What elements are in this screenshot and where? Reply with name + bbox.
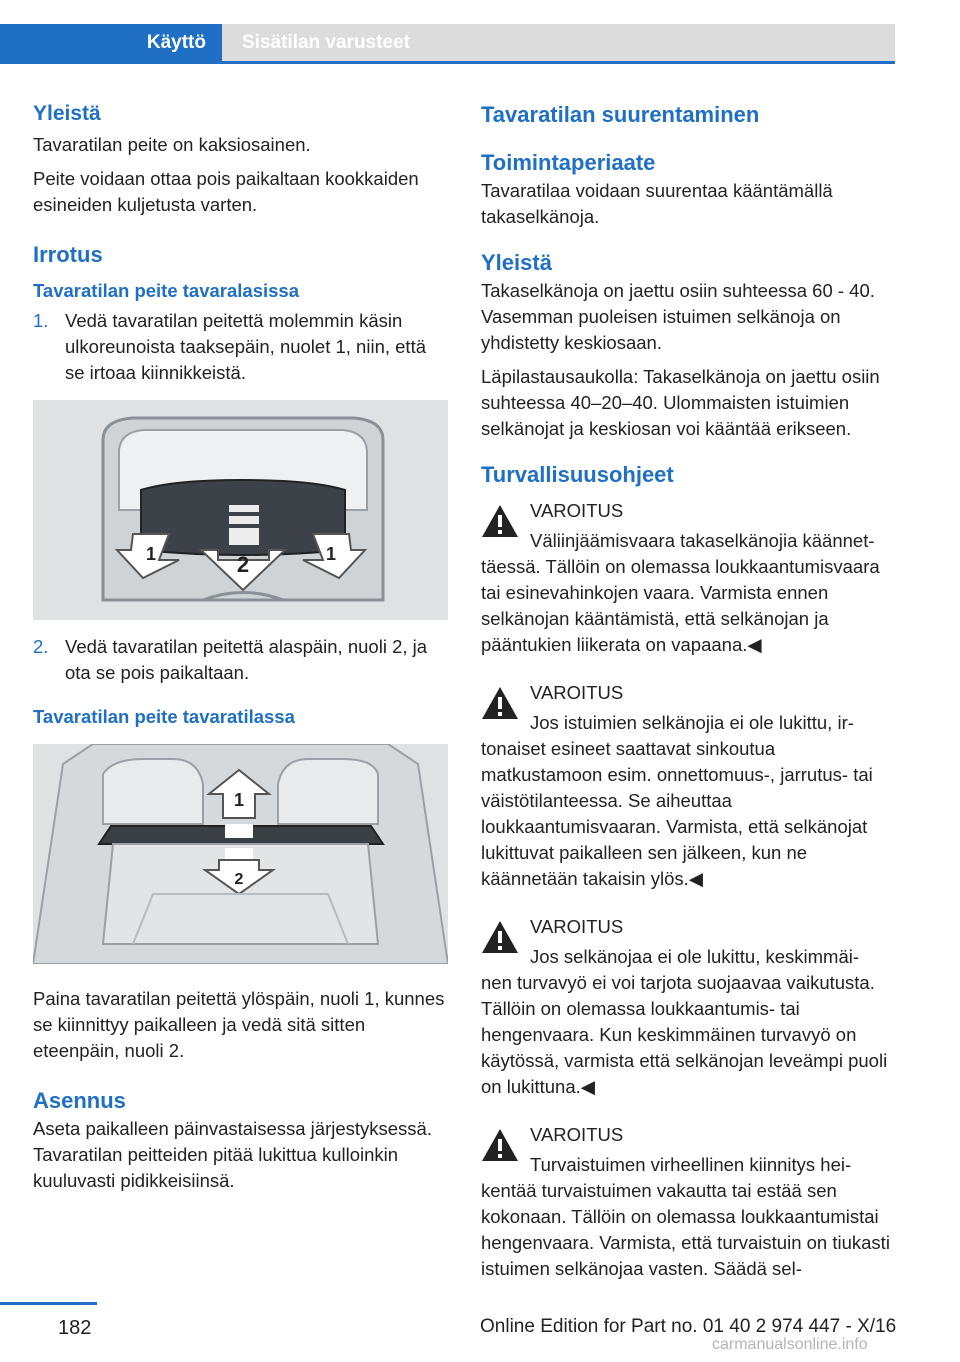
step-number: 1.: [33, 310, 49, 331]
step-1: [33, 308, 448, 386]
warning-box: [481, 1122, 896, 1282]
section-heading-asennus: Asennus: [33, 1088, 126, 1113]
page-header: [0, 24, 895, 64]
footer-rule: [0, 1302, 97, 1305]
warning-text-first: Väliinjäämisvaara takaselkänojia käännet-: [530, 530, 875, 551]
warning-triangle-icon: [481, 504, 519, 538]
arrow-label: 2: [234, 871, 244, 888]
warning-text-first: Jos selkänojaa ei ole lukittu, keskimmäi-: [530, 946, 860, 967]
left-column: [33, 100, 448, 1194]
arrow-label: 1: [145, 544, 157, 564]
warning-text-first: Turvaistuimen virheellinen kiinnitys hei-: [530, 1154, 852, 1175]
figure-cover-in-trunk: [33, 744, 448, 964]
section-heading-yleista: Yleistä: [33, 102, 101, 125]
warning-box: [481, 914, 896, 1100]
section-heading-toimintaperiaate: Toimintaperiaate: [481, 150, 656, 175]
header-tab-kaytto: Käyttö: [0, 24, 222, 61]
warning-box: [481, 498, 896, 658]
subheading-tavaratilassa: Tavaratilan peite tavaratilassa: [33, 706, 295, 727]
section-heading-turvallisuusohjeet: Turvallisuusohjeet: [481, 462, 674, 487]
edition-text: Online Edition for Part no. 01 40 2 974 447 - X/16: [480, 1316, 897, 1337]
arrow-label: 2: [236, 552, 250, 577]
trunk-illustration-2: [33, 744, 448, 964]
warning-title: VAROITUS: [530, 682, 624, 703]
warning-triangle-icon: [481, 920, 519, 954]
paragraph: Takaselkänoja on jaettu osiin suhteessa 60 - 40. Vasemman puoleisen istuimen selkänoja on yhdistetty keskiosaan.: [481, 280, 875, 353]
warning-title: VAROITUS: [530, 1124, 624, 1145]
warning-box: [481, 680, 896, 892]
warning-text-rest: tonaiset esineet saattavat sinkoutua matkustamoon esim. onnettomuus-, jarrutus- tai väistötilanteessa. Se aiheuttaa loukkaantumisvaaran. Varmista, että selkänojat lukittuvat paikalleen sen jälkeen, kun ne käännetään takaisin ylös.◀: [481, 738, 873, 889]
right-column: [481, 100, 896, 1282]
warning-triangle-icon: [481, 686, 519, 720]
section-heading-irrotus: Irrotus: [33, 242, 103, 267]
warning-triangle-icon: [481, 1128, 519, 1162]
warning-text-rest: täessä. Tällöin on olemassa loukkaantumisvaara tai esinevahinkojen vaara. Varmista ennen selkänojan kääntämistä, että selkänojan ja pääntukien liikerata on vapaana.◀: [481, 556, 880, 655]
paragraph: Tavaratilaa voidaan suurentaa kääntämällä takaselkänoja.: [481, 180, 833, 227]
step-text: Vedä tavaratilan peitettä alaspäin, nuoli 2, ja ota se pois paikaltaan.: [65, 636, 428, 683]
warning-text-rest: kentää turvaistuimen vakautta tai estää sen kokonaan. Tällöin on olemassa loukkaantumistai hengenvaara. Varmista, että turvaistuin on tiukasti istuimen selkänojaa vasten. Säädä sel-: [481, 1180, 890, 1279]
warning-title: VAROITUS: [530, 916, 624, 937]
page-number: 182: [58, 1317, 92, 1339]
trunk-illustration-1: [33, 400, 448, 620]
paragraph: Peite voidaan ottaa pois paikaltaan kookkaiden esineiden kuljetusta varten.: [33, 168, 419, 215]
arrow-label: 1: [325, 544, 337, 564]
subheading-tavaralasissa: Tavaratilan peite tavaralasissa: [33, 280, 300, 301]
paragraph: Tavaratilan peite on kaksiosainen.: [33, 134, 311, 155]
arrow-label: 1: [233, 790, 245, 810]
header-tab-sisatilan-varusteet: Sisätilan varusteet: [222, 24, 895, 61]
paragraph: Aseta paikalleen päinvastaisessa järjestyksessä. Tavaratilan peitteiden pitää lukittua kulloinkin kuuluvasti pidikkeisiinsä.: [33, 1118, 432, 1191]
figure-cover-in-window: [33, 400, 448, 620]
step-2: [33, 634, 448, 686]
warning-text-rest: nen turvavyö ei voi tarjota suojaavaa vaikutusta. Tällöin on olemassa loukkaantumis- tai hengenvaara. Kun keskimmäinen turvavyö on käytössä, varmista että selkänojan leveämpi puoli on lukittuna.◀: [481, 972, 888, 1097]
step-text: Vedä tavaratilan peitettä molemmin käsin ulkoreunoista taaksepäin, nuolet 1, niin, että se irtoaa kiinnikkeistä.: [65, 310, 426, 383]
section-heading-suurentaminen: Tavaratilan suurentaminen: [481, 102, 760, 127]
step-number: 2.: [33, 636, 49, 657]
warning-title: VAROITUS: [530, 500, 624, 521]
header-rule: [0, 61, 895, 64]
watermark: carmanualsonline.info: [712, 1336, 868, 1353]
paragraph: Läpilastausaukolla: Takaselkänoja on jaettu osiin suhteessa 40–20–40. Ulommaisten istuimien selkänojat ja keskiosan voi kääntää erikseen.: [481, 366, 880, 439]
paragraph: Paina tavaratilan peitettä ylöspäin, nuoli 1, kunnes se kiinnittyy paikalleen ja vedä sitä sitten eteenpäin, nuoli 2.: [33, 988, 445, 1061]
warning-text-first: Jos istuimien selkänojia ei ole lukittu, ir-: [530, 712, 854, 733]
section-heading-yleista-right: Yleistä: [481, 250, 552, 275]
